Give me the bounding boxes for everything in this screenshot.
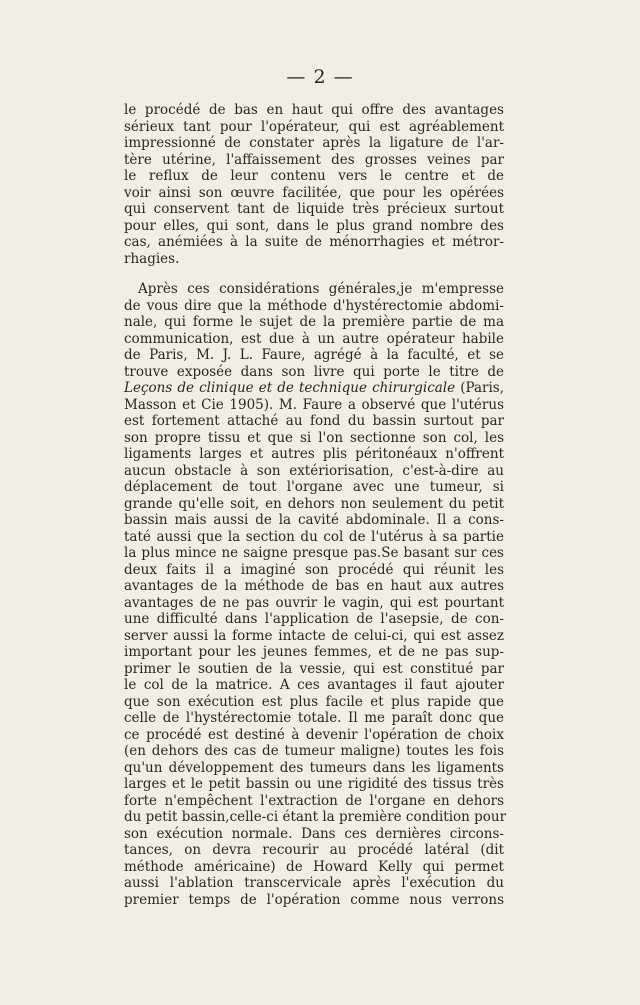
paragraph-1	[124, 102, 504, 267]
text-line: celle de l'hystérectomie totale. Il me paraît donc que	[124, 710, 504, 726]
text-line: Masson et Cie 1905). M. Faure a observé que l'utérus	[124, 396, 504, 413]
text-line: une difficulté dans l'application de l'asepsie, de con-	[124, 611, 504, 627]
text-line: sérieux tant pour l'opérateur, qui est agréablement	[124, 118, 504, 135]
text-line: server aussi la forme intacte de celui-ci, qui est assez	[124, 627, 504, 644]
text-line: que son exécution est plus facile et plus rapide que	[124, 693, 504, 710]
text-line: le reflux de leur contenu vers le centre et de	[124, 168, 504, 184]
text-line: son propre tissu et que si l'on sectionne son col, les	[124, 429, 504, 446]
text-line: larges et le petit bassin ou une rigidité des tissus très	[124, 776, 504, 792]
text-line: cas, anémiées à la suite de ménorrhagies et métror-	[124, 234, 504, 250]
text-line: de Paris, M. J. L. Faure, agrégé à la faculté, et se	[124, 347, 504, 363]
text-line: le col de la matrice. A ces avantages il faut ajouter	[124, 677, 504, 693]
text-line: de vous dire que la méthode d'hystérectomie abdomi-	[124, 297, 504, 314]
text-line: ce procédé est destiné à devenir l'opération de choix	[124, 726, 504, 743]
text-line: le procédé de bas en haut qui offre des avantages	[124, 102, 504, 118]
text-line: qu'un développement des tumeurs dans les ligaments	[124, 759, 504, 776]
text-line: primer le soutien de la vessie, qui est constitué par	[124, 660, 504, 677]
text-line: communication, est due à un autre opérateur habile	[124, 330, 504, 347]
text-line: la plus mince ne saigne presque pas.Se basant sur ces	[124, 545, 504, 561]
text-line: du petit bassin,celle-ci étant la première condition pour	[124, 809, 507, 825]
book-title: Leçons de clinique et de technique chirurgicale	[124, 380, 456, 396]
text-line: méthode américaine) de Howard Kelly qui permet	[124, 858, 504, 875]
text-line: déplacement de tout l'organe avec une tumeur, si	[124, 479, 504, 495]
text-line: taté aussi que la section du col de l'utérus à sa partie	[124, 528, 504, 545]
text-line: tère utérine, l'affaissement des grosses veines par	[124, 151, 504, 168]
body-text	[124, 102, 507, 908]
text-line: impressionné de constater après la ligature de l'ar-	[124, 135, 504, 151]
paragraph-2	[124, 281, 507, 908]
text-line: avantages de ne pas ouvrir le vagin, qui est pourtant	[124, 594, 504, 611]
text-line: premier temps de l'opération comme nous verrons	[124, 891, 504, 908]
text-line-with-book-title	[124, 380, 504, 397]
page-number: — 2 —	[286, 66, 354, 88]
text-line: pour elles, qui sont, dans le plus grand nombre des	[124, 217, 504, 234]
text-line: forte n'empêchent l'extraction de l'organe en dehors	[124, 792, 504, 809]
text-line: grande qu'elle soit, en dehors non seulement du petit	[124, 495, 504, 512]
text-line: qui conservent tant de liquide très précieux surtout	[124, 201, 504, 217]
text-line: nale, qui forme le sujet de la première partie de ma	[124, 314, 504, 330]
text-line: est fortement attaché au fond du bassin surtout par	[124, 413, 504, 429]
text-line: ligaments larges et autres plis péritonéaux n'offrent	[124, 446, 504, 462]
text-line: avantages de la méthode de bas en haut aux autres	[124, 578, 504, 594]
text-line: tances, on devra recourir au procédé latéral (dit	[124, 842, 504, 858]
text-line: deux faits il a imaginé son procédé qui réunit les	[124, 561, 504, 578]
text-line: rhagies.	[124, 250, 180, 267]
text-line: trouve exposée dans son livre qui porte le titre de	[124, 363, 504, 380]
text-line: important pour les jeunes femmes, et de ne pas sup-	[124, 644, 504, 660]
text-line: aucun obstacle à son extériorisation, c'est-à-dire au	[124, 462, 504, 479]
text-line: aussi l'ablation transcervicale après l'exécution du	[124, 875, 504, 891]
paragraph-gap	[124, 267, 504, 281]
text-line: son exécution normale. Dans ces dernières circons-	[124, 825, 504, 842]
book-title-rest: (Paris,	[455, 380, 505, 396]
text-line: voir ainsi son œuvre facilitée, que pour les opérées	[124, 184, 504, 201]
text-line: bassin mais aussi de la cavité abdominale. Il a cons-	[124, 512, 504, 528]
text-line: (en dehors des cas de tumeur maligne) toutes les fois	[124, 743, 504, 759]
text-line: Après ces considérations générales,je m'empresse	[138, 281, 504, 297]
